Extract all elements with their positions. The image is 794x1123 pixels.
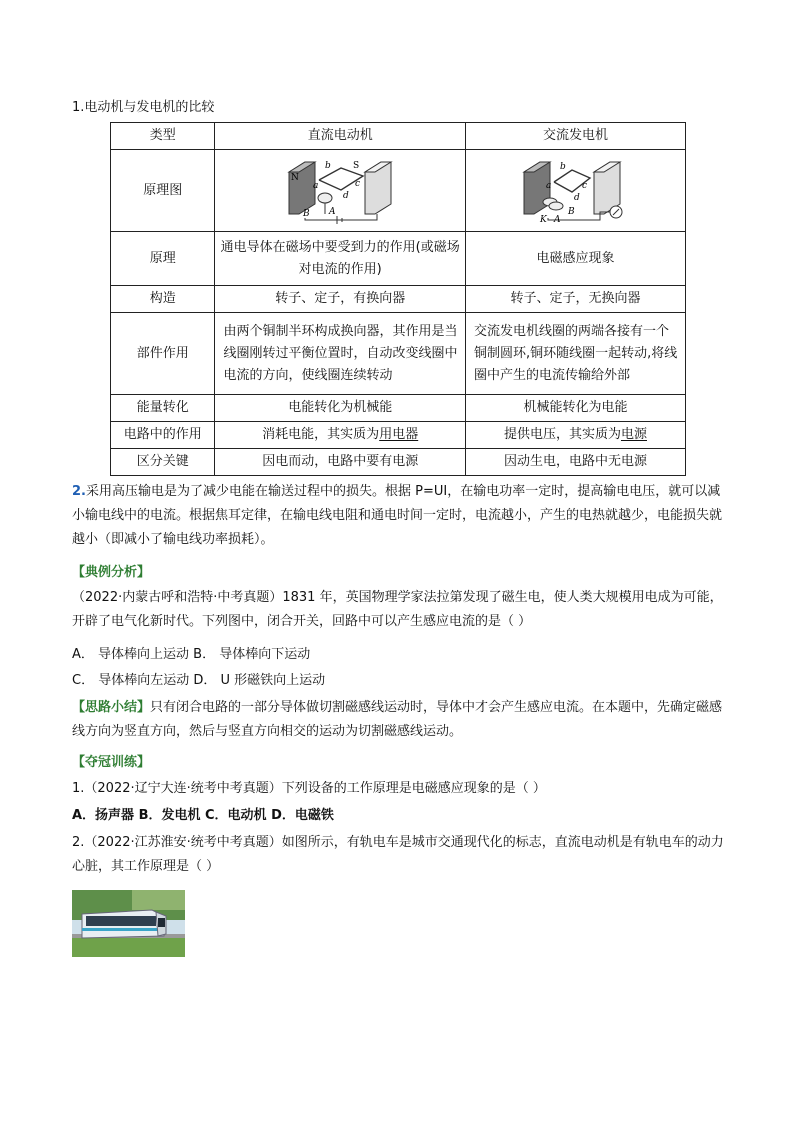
- generator-circuit-role: [465, 422, 685, 449]
- generator-circuit-answer: 电源: [620, 427, 647, 442]
- generator-structure: 转子、定子，无换向器: [465, 286, 685, 313]
- training-question-1-options: A．扬声器 B．发电机 C．电动机 D．电磁铁: [72, 808, 334, 823]
- ac-generator-diagram: [465, 150, 685, 232]
- motor-circuit-answer: 用电器: [379, 427, 419, 442]
- table-header-row: [111, 123, 686, 150]
- gen-label-d: d: [574, 192, 581, 203]
- section-1-title: 1.电动机与发电机的比较: [72, 100, 215, 115]
- header-type: 类型: [111, 123, 215, 150]
- label-c: c: [355, 178, 361, 189]
- summary-text: 只有闭合电路的一部分导体做切割磁感线运动时，导体中才会产生感应电流。在本题中，先确定磁感线方向为竖直方向，然后与竖直方向相交的运动为切割磁感线运动。: [72, 700, 723, 739]
- motor-component-function: 由两个铜制半环构成换向器，其作用是当线圈刚转过平衡位置时，自动改变线圈中电流的方向，使线圈连续转动: [215, 313, 465, 395]
- table-row-component-function: [111, 313, 686, 395]
- example-options-line-2: C． 导体棒向左运动 D． U 形磁铁向上运动: [72, 673, 326, 688]
- motor-circuit-prefix: 消耗电能，其实质为: [262, 427, 380, 442]
- section-2-paragraph: [72, 480, 726, 552]
- training-question-1: 1.（2022·辽宁大连·统考中考真题）下列设备的工作原理是电磁感应现象的是（ ）: [72, 781, 546, 796]
- section-2-number: 2.: [72, 484, 86, 499]
- gen-label-a: a: [546, 180, 552, 191]
- summary-paragraph: [72, 696, 726, 744]
- label-n: N: [291, 172, 300, 183]
- gen-label-k: K: [540, 214, 548, 224]
- row-label-principle: 原理: [111, 232, 215, 286]
- motor-energy: 电能转化为机械能: [215, 395, 465, 422]
- example-heading: 【典例分析】: [72, 565, 151, 580]
- generator-energy: 机械能转化为电能: [465, 395, 685, 422]
- motor-generator-comparison-table: [110, 122, 686, 476]
- tram-photo: [72, 890, 185, 957]
- table-row-structure: [111, 286, 686, 313]
- generator-key: 因动生电，电路中无电源: [465, 449, 685, 476]
- label-s: S: [353, 160, 360, 171]
- motor-principle: 通电导体在磁场中要受到力的作用(或磁场对电流的作用): [215, 232, 465, 286]
- example-question: （2022·内蒙古呼和浩特·中考真题）1831 年，英国物理学家法拉第发现了磁生电，使人类大规模用电成为可能，开辟了电气化新时代。下列图中，闭合开关，回路中可以产生感应电流的是（ ）: [72, 590, 723, 629]
- table-row-principle: [111, 232, 686, 286]
- motor-circuit-role: [215, 422, 465, 449]
- header-ac-generator: 交流发电机: [465, 123, 685, 150]
- row-label-diagram: 原理图: [111, 150, 215, 232]
- generator-principle: 电磁感应现象: [465, 232, 685, 286]
- generator-component-function: 交流发电机线圈的两端各接有一个铜制圆环,铜环随线圈一起转动,将线圈中产生的电流传输给外部: [465, 313, 685, 395]
- motor-structure: 转子、定子，有换向器: [215, 286, 465, 313]
- example-options-line-1: A． 导体棒向上运动 B． 导体棒向下运动: [72, 647, 311, 662]
- header-dc-motor: 直流电动机: [215, 123, 465, 150]
- label-b: b: [325, 160, 331, 171]
- dc-motor-diagram: [215, 150, 465, 232]
- table-row-key-difference: [111, 449, 686, 476]
- gen-label-c: c: [582, 180, 588, 191]
- row-label-energy: 能量转化: [111, 395, 215, 422]
- training-question-2: 2.（2022·江苏淮安·统考中考真题）如图所示，有轨电车是城市交通现代化的标志，直流电动机是有轨电车的动力心脏，其工作原理是（ ）: [72, 835, 724, 874]
- generator-circuit-prefix: 提供电压，其实质为: [503, 427, 621, 442]
- summary-heading: 【思路小结】: [72, 700, 151, 715]
- gen-label-b: b: [560, 161, 567, 172]
- row-label-structure: 构造: [111, 286, 215, 313]
- row-label-component: 部件作用: [111, 313, 215, 395]
- gen-label-brush-b: B: [568, 206, 576, 217]
- motor-key: 因电而动，电路中要有电源: [215, 449, 465, 476]
- label-brush-b: B: [303, 208, 310, 219]
- row-label-circuit-role: 电路中的作用: [111, 422, 215, 449]
- section-2-text: 采用高压输电是为了减少电能在输送过程中的损失。根据 P=UI，在输电功率一定时，提高输电电压，就可以减小输电线中的电流。根据焦耳定律，在输电线电阻和通电时间一定时，电流越小，产生的电热就越少，电能损失就越小（即减小了输电线功率损耗）。: [72, 484, 723, 547]
- row-label-key: 区分关键: [111, 449, 215, 476]
- label-brush-a: A: [329, 206, 336, 217]
- training-heading: 【夺冠训练】: [72, 755, 151, 770]
- gen-label-a-brush: A: [554, 214, 561, 224]
- label-d: d: [343, 190, 349, 201]
- table-row-diagram: [111, 150, 686, 232]
- table-row-circuit-role: [111, 422, 686, 449]
- label-a: a: [313, 180, 319, 191]
- table-row-energy: [111, 395, 686, 422]
